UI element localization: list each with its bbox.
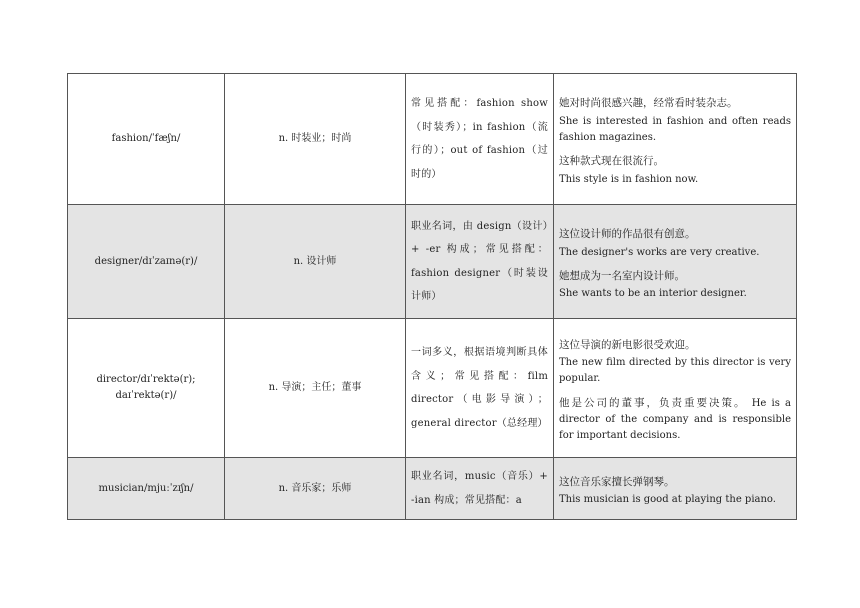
example-cell xyxy=(554,205,797,319)
meaning-text: n. 导演；主任；董事 xyxy=(268,382,362,393)
usage-cell xyxy=(406,205,554,319)
example-en: The designer's works are very creative. xyxy=(559,246,760,258)
word-text: musician/mjuːˈzɪʃn/ xyxy=(98,482,194,494)
table-row-designer xyxy=(68,205,797,319)
example-combined xyxy=(559,395,791,444)
meaning-text: n. 音乐家；乐师 xyxy=(278,482,352,494)
example-zh: 这位设计师的作品很有创意。 xyxy=(559,227,696,240)
example-cell xyxy=(554,74,797,205)
usage-text: 一词多义，根据语境判断具体含义；常见搭配：film director（电影导演）；general director（总经理） xyxy=(411,347,548,429)
example-en: The new film directed by this director is very popular. xyxy=(559,357,791,385)
example-zh: 她对时尚很感兴趣，经常看时装杂志。 xyxy=(559,97,738,110)
usage-cell xyxy=(406,74,554,205)
table-row-fashion xyxy=(68,74,797,205)
example-en: This style is in fashion now. xyxy=(559,173,699,185)
usage-text: 职业名词，music（音乐）+ -ian 构成；常见搭配：a xyxy=(411,471,548,506)
table-row-musician xyxy=(68,458,797,520)
meaning-text: n. 时装业；时尚 xyxy=(278,133,352,144)
example-en: He is a director of the company and is responsible for important decisions. xyxy=(559,398,791,442)
meaning-cell xyxy=(225,205,406,319)
usage-text: 职业名词，由 design（设计）+ -er 构成；常见搭配：fashion designer（时装设计师） xyxy=(411,220,548,302)
word-text-line2: daɪˈrektə(r)/ xyxy=(115,390,177,401)
example-en: She is interested in fashion and often reads fashion magazines. xyxy=(559,116,791,143)
meaning-cell xyxy=(225,74,406,205)
example-cell xyxy=(554,319,797,458)
usage-cell xyxy=(406,319,554,458)
word-text: fashion/ˈfæʃn/ xyxy=(111,133,181,144)
meaning-text: n. 设计师 xyxy=(293,255,337,267)
word-cell xyxy=(68,458,225,520)
meaning-cell xyxy=(225,458,406,520)
example-zh: 她想成为一名室内设计师。 xyxy=(559,269,685,282)
table-row-director xyxy=(68,319,797,458)
word-text: designer/dɪˈzaɪnə(r)/ xyxy=(94,255,198,267)
vocabulary-table xyxy=(67,73,797,520)
example-zh: 这位导演的新电影很受欢迎。 xyxy=(559,338,696,351)
example-en: She wants to be an interior designer. xyxy=(559,288,747,300)
usage-cell xyxy=(406,458,554,520)
example-zh: 他是公司的董事，负责重要决策。 xyxy=(559,397,747,410)
example-en: This musician is good at playing the piano. xyxy=(559,494,776,506)
word-cell xyxy=(68,205,225,319)
meaning-cell xyxy=(225,319,406,458)
usage-text: 常见搭配：fashion show（时装秀）；in fashion（流行的）；out of fashion（过时的） xyxy=(411,98,548,180)
word-cell xyxy=(68,319,225,458)
example-cell xyxy=(554,458,797,520)
example-zh: 这位音乐家擅长弹钢琴。 xyxy=(559,475,675,488)
example-zh: 这种款式现在很流行。 xyxy=(559,155,664,167)
word-cell xyxy=(68,74,225,205)
word-text-line1: director/dɪˈrektə(r); xyxy=(96,374,196,385)
